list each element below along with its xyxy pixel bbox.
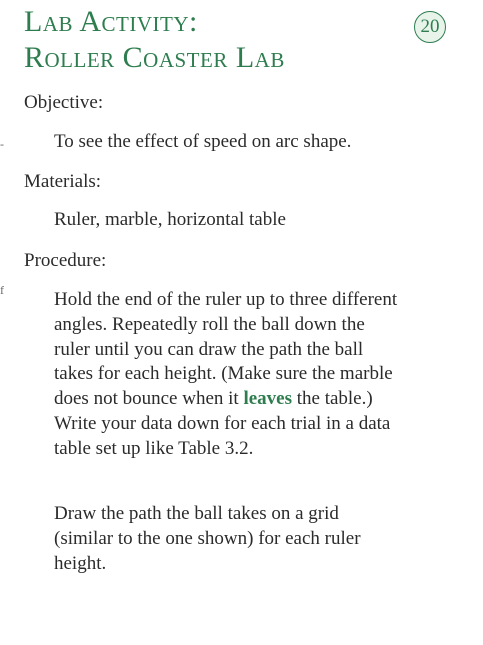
procedure-text-part: Hold the end of the ruler up to three different angles. Repeatedly roll the ball down the ruler until you can draw the path the ball takes for each height. (Make sure the marble does not bounce when it	[54, 289, 398, 410]
objective-heading: Objective:	[24, 92, 104, 113]
procedure-paragraph-1	[54, 288, 399, 462]
highlighted-term: leaves	[243, 388, 292, 410]
procedure-text-part: the table.) Write your data down for each trial in a data table set up like Table 3.2.	[54, 388, 391, 459]
margin-tick-mark: f	[0, 283, 4, 297]
title-line-1: Lab Activity:	[24, 5, 198, 38]
page-title	[24, 4, 285, 76]
materials-text: Ruler, marble, horizontal table	[54, 209, 286, 230]
objective-text: To see the effect of speed on arc shape.	[54, 131, 352, 152]
materials-heading: Materials:	[24, 171, 102, 192]
page-number-badge: 20	[414, 11, 446, 43]
margin-tick-mark: -	[0, 137, 4, 151]
procedure-paragraph-2: Draw the path the ball takes on a grid (similar to the one shown) for each ruler height.	[54, 503, 361, 574]
procedure-heading: Procedure:	[24, 250, 107, 271]
title-line-2: Roller Coaster Lab	[24, 41, 285, 74]
